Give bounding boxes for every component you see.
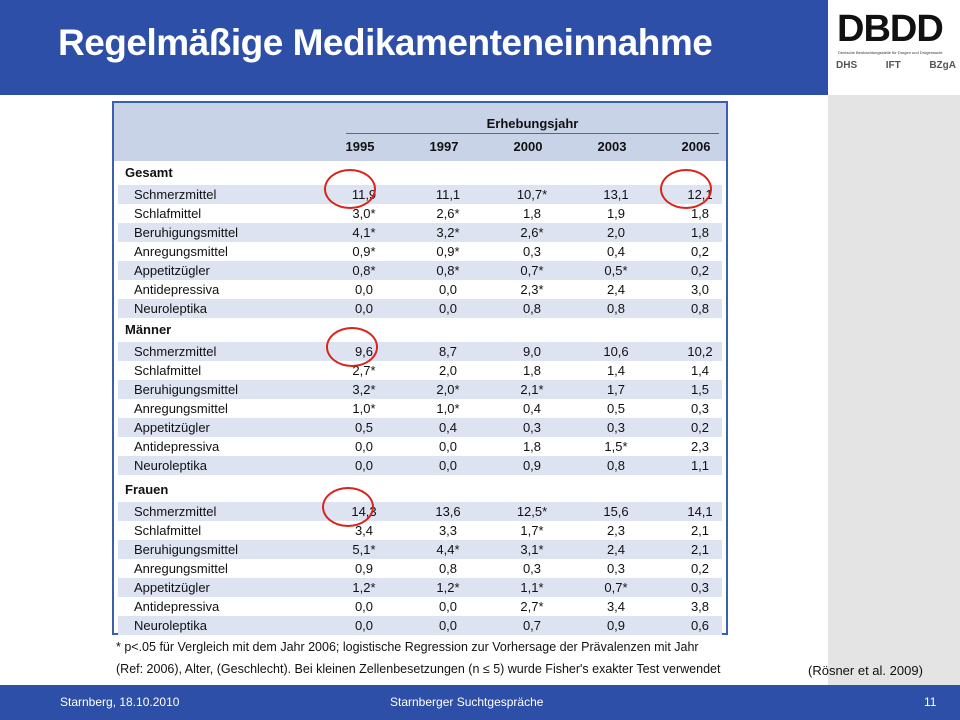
table-cell: 0,3 [690, 401, 710, 416]
table-cell: 0,0 [354, 458, 374, 473]
table-cell: 10,2 [687, 344, 713, 359]
table-cell: 0,3 [522, 561, 542, 576]
table-cell: 1,8 [522, 439, 542, 454]
table-cell: 1,2* [436, 580, 460, 595]
table-cell: 2,3 [606, 523, 626, 538]
table-cell: 0,0 [354, 439, 374, 454]
row-label: Neuroleptika [134, 618, 207, 633]
row-label: Appetitzügler [134, 580, 210, 595]
row-label: Antidepressiva [134, 599, 220, 614]
table-cell: 0,9* [436, 244, 460, 259]
table-cell: 0,0 [438, 618, 458, 633]
table-row [118, 616, 722, 635]
row-label: Appetitzügler [134, 420, 210, 435]
table-cell: 3,0* [352, 206, 376, 221]
table-cell: 3,2* [436, 225, 460, 240]
year-header: 2006 [681, 139, 711, 154]
table-cell: 0,8 [690, 301, 710, 316]
row-label: Anregungsmittel [134, 561, 228, 576]
table-row [118, 540, 722, 559]
table-cell: 15,6 [603, 504, 629, 519]
table-cell: 2,0 [438, 363, 458, 378]
table-cell: 0,0 [438, 301, 458, 316]
page-number: 11 [924, 695, 937, 709]
table-cell: 1,0* [352, 401, 376, 416]
partner-bzga: BZgA [929, 60, 956, 71]
table-cell: 14,3 [351, 504, 377, 519]
row-label: Beruhigungsmittel [134, 382, 239, 397]
slide-title: Regelmäßige Medikamenteneinnahme [58, 22, 713, 63]
table-cell: 1,4 [606, 363, 626, 378]
table-row [118, 261, 722, 280]
table-cell: 0,0 [438, 439, 458, 454]
table-cell: 0,8 [606, 458, 626, 473]
row-label: Appetitzügler [134, 263, 210, 278]
row-label: Schlafmittel [134, 206, 202, 221]
footer-location-date: Starnberg, 18.10.2010 [60, 695, 180, 709]
table-cell: 0,8 [606, 301, 626, 316]
table-section [118, 163, 722, 320]
logo-subtitle: Deutsche Beobachtungsstelle für Drogen und Drogensucht [838, 50, 943, 55]
footnote-line-2: (Ref: 2006), Alter, (Geschlecht). Bei kleinen Zellenbesetzungen (n ≤ 5) wurde Fisher's exakter Test verwendet [116, 662, 721, 676]
row-label: Anregungsmittel [134, 401, 228, 416]
table-cell: 1,8 [690, 225, 710, 240]
table-cell: 2,7* [520, 599, 544, 614]
logo-wordmark: DBDD [837, 8, 943, 50]
footer-bar [0, 685, 960, 720]
table-cell: 0,2 [690, 420, 710, 435]
table-row [118, 280, 722, 299]
table-row [118, 204, 722, 223]
table-cell: 0,4 [522, 401, 542, 416]
table-cell: 1,5* [604, 439, 628, 454]
table-cell: 4,1* [352, 225, 376, 240]
table-cell: 0,8 [522, 301, 542, 316]
table-cell: 0,2 [690, 561, 710, 576]
table-cell: 0,9 [354, 561, 374, 576]
table-row [118, 380, 722, 399]
table-cell: 0,0 [354, 599, 374, 614]
table-cell: 12,1 [687, 187, 713, 202]
table-cell: 10,6 [603, 344, 629, 359]
table-cell: 2,0 [606, 225, 626, 240]
table-cell: 5,1* [352, 542, 376, 557]
row-label: Schmerzmittel [134, 344, 217, 359]
row-label: Neuroleptika [134, 458, 207, 473]
table-cell: 0,4 [438, 420, 458, 435]
table-cell: 2,0* [436, 382, 460, 397]
table-cell: 1,5 [690, 382, 710, 397]
highlight-circle [322, 487, 374, 527]
row-label: Beruhigungsmittel [134, 225, 239, 240]
table-cell: 1,4 [690, 363, 710, 378]
table-cell: 3,2* [352, 382, 376, 397]
table-cell: 2,6* [520, 225, 544, 240]
table-cell: 1,0* [436, 401, 460, 416]
section-title: Gesamt [125, 165, 173, 180]
table-cell: 2,3 [690, 439, 710, 454]
table-cell: 1,8 [522, 363, 542, 378]
table-cell: 2,3* [520, 282, 544, 297]
table-cell: 9,6 [354, 344, 374, 359]
year-header: 2000 [513, 139, 543, 154]
table-cell: 3,8 [690, 599, 710, 614]
table-cell: 0,3 [606, 420, 626, 435]
table-cell: 1,7 [606, 382, 626, 397]
table-cell: 2,1 [690, 542, 710, 557]
table-cell: 0,7* [520, 263, 544, 278]
section-title: Männer [125, 322, 172, 337]
table-cell: 0,3 [522, 420, 542, 435]
header-divider [346, 133, 719, 134]
table-cell: 3,4 [606, 599, 626, 614]
table-cell: 0,7* [604, 580, 628, 595]
table-cell: 2,4 [606, 542, 626, 557]
table-cell: 0,9 [606, 618, 626, 633]
table-cell: 1,2* [352, 580, 376, 595]
table-row [118, 361, 722, 380]
side-panel [828, 95, 960, 685]
table-row [118, 223, 722, 242]
table-cell: 13,1 [603, 187, 629, 202]
table-cell: 0,8* [352, 263, 376, 278]
row-label: Schlafmittel [134, 363, 202, 378]
table-cell: 8,7 [438, 344, 458, 359]
table-cell: 2,4 [606, 282, 626, 297]
title-bar [0, 0, 828, 95]
table-cell: 3,3 [438, 523, 458, 538]
table-cell: 0,0 [354, 618, 374, 633]
table-cell: 1,8 [522, 206, 542, 221]
table-cell: 0,4 [606, 244, 626, 259]
table-section [118, 480, 722, 637]
table-cell: 11,9 [351, 187, 377, 202]
row-label: Beruhigungsmittel [134, 542, 239, 557]
table-cell: 10,7* [516, 187, 548, 202]
table-cell: 4,4* [436, 542, 460, 557]
citation: (Rösner et al. 2009) [808, 663, 923, 678]
table-cell: 0,3 [522, 244, 542, 259]
table-cell: 0,2 [690, 244, 710, 259]
table-cell: 11,1 [435, 187, 461, 202]
section-title: Frauen [125, 482, 169, 497]
table-cell: 0,5 [354, 420, 374, 435]
table-cell: 1,7* [520, 523, 544, 538]
table-cell: 0,0 [438, 599, 458, 614]
row-label: Schlafmittel [134, 523, 202, 538]
table-cell: 2,7* [352, 363, 376, 378]
year-header: 1997 [429, 139, 459, 154]
table-row [118, 399, 722, 418]
partner-ift: IFT [885, 60, 901, 71]
table-cell: 1,8 [690, 206, 710, 221]
table-cell: 9,0 [522, 344, 542, 359]
table-cell: 0,9 [522, 458, 542, 473]
table-row [118, 578, 722, 597]
row-label: Anregungsmittel [134, 244, 228, 259]
table-cell: 0,0 [438, 282, 458, 297]
medication-table [112, 101, 728, 635]
table-row [118, 502, 722, 521]
row-label: Antidepressiva [134, 282, 220, 297]
table-cell: 14,1 [687, 504, 713, 519]
group-header: Erhebungsjahr [486, 116, 579, 131]
logo-partners [836, 60, 956, 71]
table-cell: 0,5 [606, 401, 626, 416]
year-header: 1995 [345, 139, 375, 154]
row-label: Schmerzmittel [134, 187, 217, 202]
table-cell: 0,2 [690, 263, 710, 278]
table-cell: 3,0 [690, 282, 710, 297]
row-label: Neuroleptika [134, 301, 207, 316]
table-cell: 0,5* [604, 263, 628, 278]
table-cell: 0,8 [438, 561, 458, 576]
table-cell: 0,9* [352, 244, 376, 259]
table-row [118, 437, 722, 456]
table-row [118, 456, 722, 475]
table-header [114, 103, 726, 161]
table-cell: 0,6 [690, 618, 710, 633]
table-cell: 1,1 [690, 458, 710, 473]
row-label: Schmerzmittel [134, 504, 217, 519]
dbdd-logo [828, 0, 960, 95]
table-cell: 12,5* [516, 504, 548, 519]
table-cell: 2,1* [520, 382, 544, 397]
table-cell: 2,1 [690, 523, 710, 538]
table-cell: 0,3 [606, 561, 626, 576]
table-cell: 0,0 [354, 282, 374, 297]
highlight-circle [326, 327, 378, 367]
highlight-circle [660, 169, 712, 209]
highlight-circle [324, 169, 376, 209]
footnote-line-1: * p<.05 für Vergleich mit dem Jahr 2006; logistische Regression zur Vorhersage der Prävalenzen mit Jahr [116, 640, 699, 654]
row-label: Antidepressiva [134, 439, 220, 454]
table-row [118, 299, 722, 318]
table-row [118, 559, 722, 578]
table-row [118, 185, 722, 204]
table-cell: 0,0 [438, 458, 458, 473]
partner-dhs: DHS [836, 60, 858, 71]
table-cell: 1,9 [606, 206, 626, 221]
table-cell: 3,1* [520, 542, 544, 557]
year-header: 2003 [597, 139, 627, 154]
table-cell: 0,7 [522, 618, 542, 633]
table-cell: 3,4 [354, 523, 374, 538]
table-row [118, 342, 722, 361]
table-row [118, 597, 722, 616]
footer-event: Starnberger Suchtgespräche [390, 695, 544, 709]
table-row [118, 242, 722, 261]
table-cell: 13,6 [435, 504, 461, 519]
table-cell: 2,6* [436, 206, 460, 221]
table-row [118, 521, 722, 540]
table-section [118, 320, 722, 477]
table-row [118, 418, 722, 437]
table-cell: 0,8* [436, 263, 460, 278]
table-cell: 1,1* [520, 580, 544, 595]
table-cell: 0,3 [690, 580, 710, 595]
table-cell: 0,0 [354, 301, 374, 316]
